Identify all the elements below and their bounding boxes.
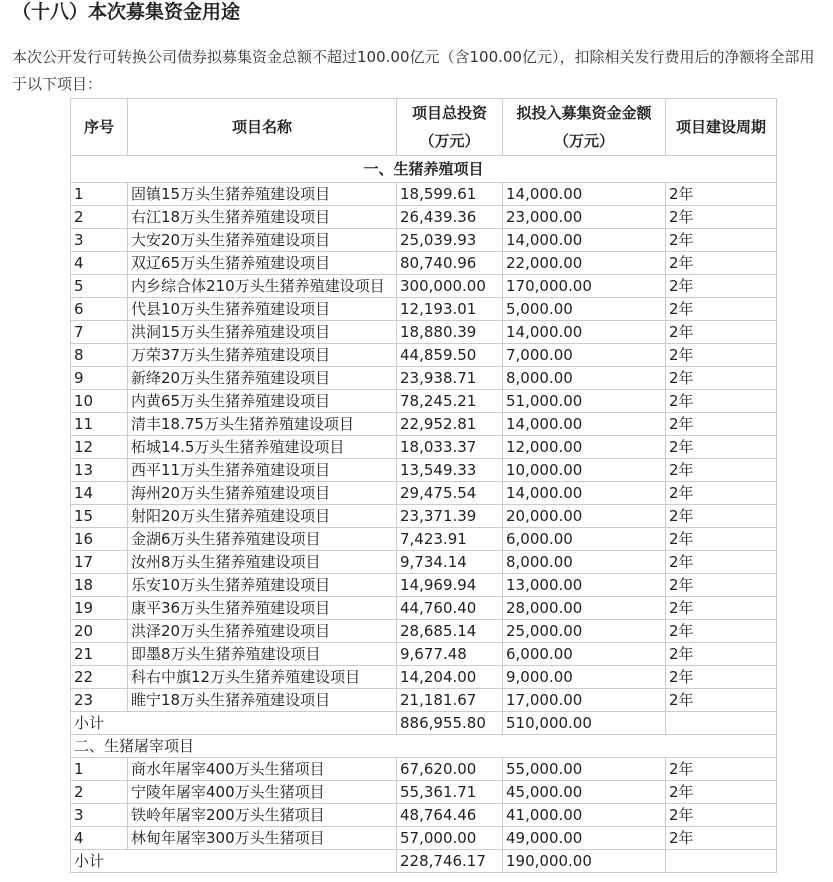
row-seq: 2 — [71, 781, 128, 804]
row-investment: 48,764.46 — [397, 804, 503, 827]
row-period: 2年 — [666, 666, 777, 689]
row-seq: 21 — [71, 643, 128, 666]
row-investment: 9,677.48 — [397, 643, 503, 666]
row-seq: 15 — [71, 505, 128, 528]
row-fund: 13,000.00 — [503, 574, 666, 597]
row-seq: 13 — [71, 459, 128, 482]
table-row — [71, 413, 777, 436]
row-seq: 23 — [71, 689, 128, 712]
row-seq: 3 — [71, 804, 128, 827]
row-seq: 16 — [71, 528, 128, 551]
table-header-row — [71, 99, 777, 156]
row-fund: 28,000.00 — [503, 597, 666, 620]
row-investment: 18,033.37 — [397, 436, 503, 459]
table-row — [71, 206, 777, 229]
row-fund: 10,000.00 — [503, 459, 666, 482]
row-seq: 18 — [71, 574, 128, 597]
row-investment: 26,439.36 — [397, 206, 503, 229]
row-investment: 18,599.61 — [397, 183, 503, 206]
row-seq: 12 — [71, 436, 128, 459]
table-row — [71, 321, 777, 344]
table-row — [71, 597, 777, 620]
subtotal-row — [71, 712, 777, 735]
row-name: 洪泽20万头生猪养殖建设项目 — [128, 620, 397, 643]
table-row — [71, 781, 777, 804]
row-period: 2年 — [666, 505, 777, 528]
subtotal-fund: 510,000.00 — [503, 712, 666, 735]
row-name: 固镇15万头生猪养殖建设项目 — [128, 183, 397, 206]
row-name: 铁岭年屠宰200万头生猪项目 — [128, 804, 397, 827]
fund-usage-table — [70, 98, 777, 873]
row-fund: 6,000.00 — [503, 528, 666, 551]
row-seq: 14 — [71, 482, 128, 505]
row-investment: 13,549.33 — [397, 459, 503, 482]
row-name: 林甸年屠宰300万头生猪项目 — [128, 827, 397, 850]
table-row — [71, 298, 777, 321]
table-row — [71, 436, 777, 459]
row-name: 睢宁18万头生猪养殖建设项目 — [128, 689, 397, 712]
row-period: 2年 — [666, 413, 777, 436]
row-fund: 22,000.00 — [503, 252, 666, 275]
row-fund: 49,000.00 — [503, 827, 666, 850]
row-name: 右江18万头生猪养殖建设项目 — [128, 206, 397, 229]
table-row — [71, 574, 777, 597]
row-fund: 14,000.00 — [503, 183, 666, 206]
row-name: 金湖6万头生猪养殖建设项目 — [128, 528, 397, 551]
row-name: 乐安10万头生猪养殖建设项目 — [128, 574, 397, 597]
row-period: 2年 — [666, 528, 777, 551]
row-fund: 25,000.00 — [503, 620, 666, 643]
section-title: 一、生猪养殖项目 — [71, 156, 777, 183]
row-fund: 17,000.00 — [503, 689, 666, 712]
row-investment: 57,000.00 — [397, 827, 503, 850]
row-fund: 23,000.00 — [503, 206, 666, 229]
table-row — [71, 183, 777, 206]
row-seq: 3 — [71, 229, 128, 252]
row-seq: 2 — [71, 206, 128, 229]
row-seq: 4 — [71, 827, 128, 850]
row-seq: 22 — [71, 666, 128, 689]
table-row — [71, 229, 777, 252]
row-name: 清丰18.75万头生猪养殖建设项目 — [128, 413, 397, 436]
row-investment: 44,760.40 — [397, 597, 503, 620]
subtotal-label: 小计 — [71, 712, 397, 735]
row-fund: 8,000.00 — [503, 367, 666, 390]
row-seq: 6 — [71, 298, 128, 321]
row-investment: 14,204.00 — [397, 666, 503, 689]
table-row — [71, 551, 777, 574]
row-period: 2年 — [666, 620, 777, 643]
row-fund: 51,000.00 — [503, 390, 666, 413]
row-name: 商水年屠宰400万头生猪项目 — [128, 758, 397, 781]
row-fund: 7,000.00 — [503, 344, 666, 367]
subtotal-fund: 190,000.00 — [503, 850, 666, 873]
row-period: 2年 — [666, 827, 777, 850]
row-name: 双辽65万头生猪养殖建设项目 — [128, 252, 397, 275]
table-row — [71, 758, 777, 781]
table-row — [71, 459, 777, 482]
intro-paragraph: 本次公开发行可转换公司债券拟募集资金总额不超过100.00亿元（含100.00亿元），扣除相关发行费用后的净额将全部用于以下项目： — [12, 48, 815, 93]
row-fund: 41,000.00 — [503, 804, 666, 827]
row-fund: 9,000.00 — [503, 666, 666, 689]
row-investment: 300,000.00 — [397, 275, 503, 298]
table-row — [71, 367, 777, 390]
row-name: 康平36万头生猪养殖建设项目 — [128, 597, 397, 620]
subtotal-investment: 886,955.80 — [397, 712, 503, 735]
table-row — [71, 528, 777, 551]
table-row — [71, 689, 777, 712]
subtotal-row — [71, 850, 777, 873]
row-investment: 12,193.01 — [397, 298, 503, 321]
header-name: 项目名称 — [128, 99, 397, 156]
table-row — [71, 804, 777, 827]
row-name: 西平11万头生猪养殖建设项目 — [128, 459, 397, 482]
row-investment: 28,685.14 — [397, 620, 503, 643]
row-name: 万荣37万头生猪养殖建设项目 — [128, 344, 397, 367]
header-seq: 序号 — [71, 99, 128, 156]
row-investment: 18,880.39 — [397, 321, 503, 344]
row-name: 宁陵年屠宰400万头生猪项目 — [128, 781, 397, 804]
row-investment: 22,952.81 — [397, 413, 503, 436]
row-period: 2年 — [666, 551, 777, 574]
row-seq: 4 — [71, 252, 128, 275]
row-investment: 55,361.71 — [397, 781, 503, 804]
row-period: 2年 — [666, 298, 777, 321]
subtotal-label: 小计 — [71, 850, 397, 873]
row-name: 代县10万头生猪养殖建设项目 — [128, 298, 397, 321]
row-period: 2年 — [666, 574, 777, 597]
row-seq: 7 — [71, 321, 128, 344]
row-period: 2年 — [666, 643, 777, 666]
row-name: 射阳20万头生猪养殖建设项目 — [128, 505, 397, 528]
table-row — [71, 643, 777, 666]
table-row — [71, 275, 777, 298]
row-fund: 14,000.00 — [503, 413, 666, 436]
row-period: 2年 — [666, 781, 777, 804]
subtotal-period — [666, 712, 777, 735]
row-name: 大安20万头生猪养殖建设项目 — [128, 229, 397, 252]
row-seq: 10 — [71, 390, 128, 413]
row-seq: 8 — [71, 344, 128, 367]
row-name: 洪洞15万头生猪养殖建设项目 — [128, 321, 397, 344]
row-investment: 14,969.94 — [397, 574, 503, 597]
row-seq: 19 — [71, 597, 128, 620]
row-investment: 78,245.21 — [397, 390, 503, 413]
row-period: 2年 — [666, 344, 777, 367]
row-investment: 9,734.14 — [397, 551, 503, 574]
row-investment: 80,740.96 — [397, 252, 503, 275]
table-row — [71, 505, 777, 528]
row-period: 2年 — [666, 597, 777, 620]
row-fund: 14,000.00 — [503, 229, 666, 252]
row-fund: 12,000.00 — [503, 436, 666, 459]
row-period: 2年 — [666, 229, 777, 252]
row-seq: 1 — [71, 758, 128, 781]
row-period: 2年 — [666, 390, 777, 413]
row-seq: 9 — [71, 367, 128, 390]
section-row — [71, 735, 777, 758]
subtotal-period — [666, 850, 777, 873]
row-name: 新绛20万头生猪养殖建设项目 — [128, 367, 397, 390]
row-name: 科右中旗12万头生猪养殖建设项目 — [128, 666, 397, 689]
row-name: 海州20万头生猪养殖建设项目 — [128, 482, 397, 505]
row-name: 内黄65万头生猪养殖建设项目 — [128, 390, 397, 413]
section-title: 二、生猪屠宰项目 — [71, 735, 777, 758]
row-fund: 20,000.00 — [503, 505, 666, 528]
section-row — [71, 156, 777, 183]
row-investment: 7,423.91 — [397, 528, 503, 551]
table-row — [71, 344, 777, 367]
row-seq: 20 — [71, 620, 128, 643]
row-investment: 23,938.71 — [397, 367, 503, 390]
header-fund: 拟投入募集资金金额（万元） — [503, 99, 666, 156]
row-investment: 23,371.39 — [397, 505, 503, 528]
row-fund: 45,000.00 — [503, 781, 666, 804]
row-investment: 25,039.93 — [397, 229, 503, 252]
row-seq: 17 — [71, 551, 128, 574]
row-seq: 1 — [71, 183, 128, 206]
row-period: 2年 — [666, 459, 777, 482]
header-investment: 项目总投资（万元） — [397, 99, 503, 156]
row-period: 2年 — [666, 183, 777, 206]
table-row — [71, 827, 777, 850]
row-period: 2年 — [666, 252, 777, 275]
row-fund: 14,000.00 — [503, 321, 666, 344]
row-investment: 44,859.50 — [397, 344, 503, 367]
row-fund: 6,000.00 — [503, 643, 666, 666]
row-fund: 8,000.00 — [503, 551, 666, 574]
row-investment: 21,181.67 — [397, 689, 503, 712]
row-period: 2年 — [666, 206, 777, 229]
row-investment: 29,475.54 — [397, 482, 503, 505]
header-period: 项目建设周期 — [666, 99, 777, 156]
row-period: 2年 — [666, 436, 777, 459]
subtotal-investment: 228,746.17 — [397, 850, 503, 873]
row-seq: 5 — [71, 275, 128, 298]
section-heading: （十八）本次募集资金用途 — [12, 1, 241, 23]
table-row — [71, 620, 777, 643]
row-fund: 170,000.00 — [503, 275, 666, 298]
row-fund: 55,000.00 — [503, 758, 666, 781]
row-period: 2年 — [666, 321, 777, 344]
row-name: 柘城14.5万头生猪养殖建设项目 — [128, 436, 397, 459]
row-investment: 67,620.00 — [397, 758, 503, 781]
row-name: 内乡综合体210万头生猪养殖建设项目 — [128, 275, 397, 298]
table-body — [71, 156, 777, 873]
table-row — [71, 666, 777, 689]
row-period: 2年 — [666, 804, 777, 827]
row-period: 2年 — [666, 758, 777, 781]
row-fund: 14,000.00 — [503, 482, 666, 505]
table-row — [71, 252, 777, 275]
row-name: 汝州8万头生猪养殖建设项目 — [128, 551, 397, 574]
row-name: 即墨8万头生猪养殖建设项目 — [128, 643, 397, 666]
row-period: 2年 — [666, 275, 777, 298]
row-period: 2年 — [666, 689, 777, 712]
table-row — [71, 390, 777, 413]
row-period: 2年 — [666, 482, 777, 505]
row-fund: 5,000.00 — [503, 298, 666, 321]
row-seq: 11 — [71, 413, 128, 436]
table-row — [71, 482, 777, 505]
row-period: 2年 — [666, 367, 777, 390]
